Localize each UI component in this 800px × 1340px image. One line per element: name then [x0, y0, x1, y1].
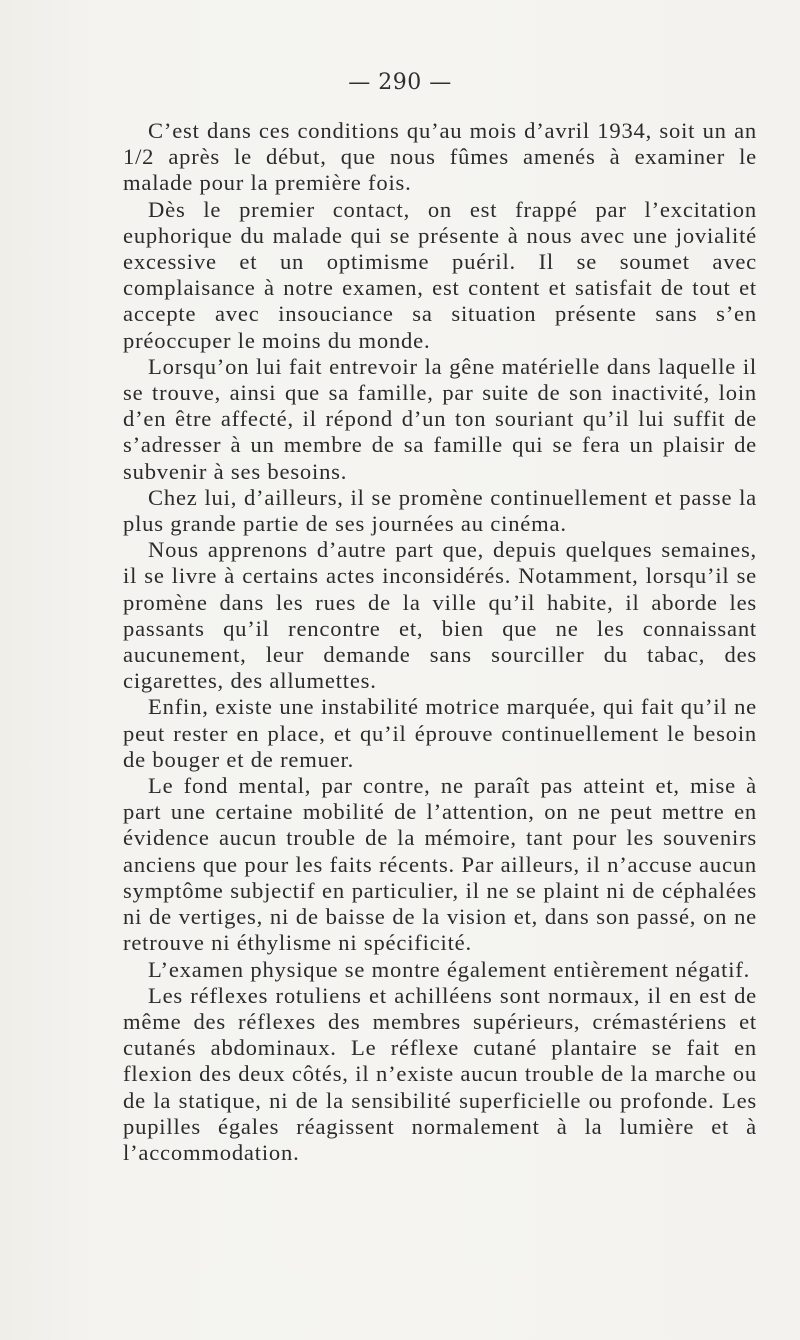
paragraph-6: Enfin, existe une instabilité motrice marquée, qui fait qu’il ne peut rester en place, et qu’il éprouve continuellement le besoin de bouger et de remuer.	[123, 694, 757, 772]
paragraph-5: Nous apprenons d’autre part que, depuis quelques semaines, il se livre à certains actes inconsidérés. Notamment, lorsqu’il se promène dans les rues de la ville qu’il habite, il aborde les passants qu’il rencontre et, bien que ne les connaissant aucunement, leur demande sans sourciller du tabac, des cigarettes, des allumettes.	[123, 537, 757, 694]
body-text	[123, 118, 757, 1166]
paragraph-9: Les réflexes rotuliens et achilléens sont normaux, il en est de même des réflexes des membres supérieurs, crémastériens et cutanés abdominaux. Le réflexe cutané plantaire se fait en flexion des deux côtés, il n’existe aucun trouble de la marche ou de la statique, ni de la sensibilité superficielle ou profonde. Les pupilles égales réagissent normalement à la lumière et à l’accommodation.	[123, 982, 757, 1165]
page-number: — 290 —	[348, 70, 452, 95]
paragraph-2: Dès le premier contact, on est frappé par l’excitation euphorique du malade qui se présente à nous avec une jovialité excessive et un optimisme puéril. Il se soumet avec complaisance à notre examen, est content et satisfait de tout et accepte avec insouciance sa situation présente sans s’en préoccuper le moins du monde.	[123, 196, 757, 353]
paragraph-3: Lorsqu’on lui fait entrevoir la gêne matérielle dans laquelle il se trouve, ainsi que sa famille, par suite de son inactivité, loin d’en être affecté, il répond d’un ton souriant qu’il lui suffit de s’adresser à un membre de sa famille qui se fera un plaisir de subvenir à ses besoins.	[123, 353, 757, 484]
paragraph-7: Le fond mental, par contre, ne paraît pas atteint et, mise à part une certaine mobilité de l’attention, on ne peut mettre en évidence aucun trouble de la mémoire, tant pour les souvenirs anciens que pour les faits récents. Par ailleurs, il n’accuse aucun symptôme subjectif en particulier, il ne se plaint ni de céphalées ni de vertiges, ni de baisse de la vision et, dans son passé, on ne retrouve ni éthylisme ni spécificité.	[123, 773, 757, 956]
paragraph-4: Chez lui, d’ailleurs, il se promène continuellement et passe la plus grande partie de ses journées au cinéma.	[123, 484, 757, 537]
paragraph-8: L’examen physique se montre également entièrement négatif.	[148, 956, 751, 982]
paragraph-1: C’est dans ces conditions qu’au mois d’avril 1934, soit un an 1/2 après le début, que nous fûmes amenés à examiner le malade pour la première fois.	[123, 118, 757, 196]
